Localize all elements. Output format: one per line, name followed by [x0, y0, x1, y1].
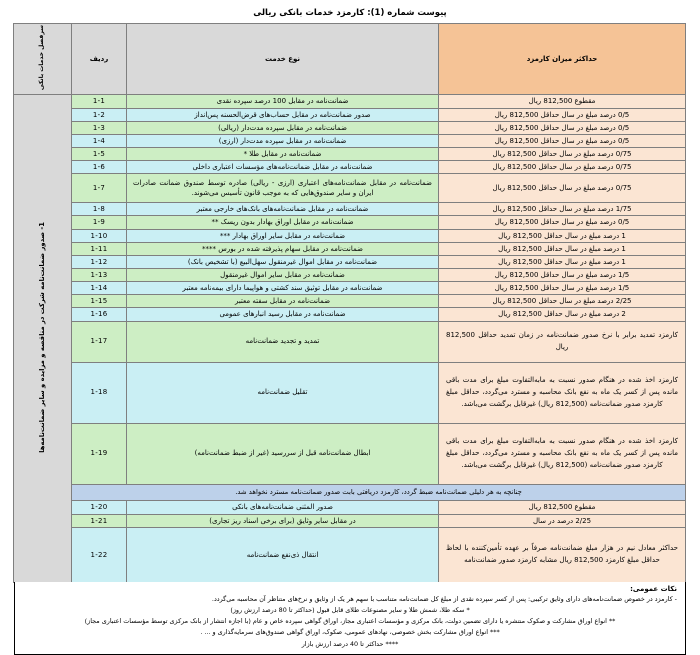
fee-cell: 0/75 درصد مبلغ در سال حداقل 812,500 ریال	[439, 174, 686, 203]
table-row	[14, 282, 686, 295]
table-row	[14, 121, 686, 134]
table-row	[14, 242, 686, 255]
service-cell: صدور ضمانت‌نامه در مقابل حساب‌های قرض‌الحسنه پس‌انداز	[127, 108, 439, 121]
footnote-line: *** انواع اوراق مشارکت بخش خصوصی، نهادهای عمومی، صکوک، اوراق گواهی صندوق‌های سرمایه‌گذاری و ... .	[200, 628, 500, 637]
row-number-cell: 1-20	[72, 501, 127, 514]
table-row	[14, 95, 686, 108]
row-number-cell: 1-14	[72, 282, 127, 295]
service-cell: ضمانت‌نامه در مقابل ضمانت‌نامه‌های مؤسسات اعتباری داخلی	[127, 161, 439, 174]
fee-cell: 2 درصد مبلغ در سال حداقل 812,500 ریال	[439, 308, 686, 321]
group-label-text: 1- صدور ضمانت‌نامه شرکت در مناقصه و مزایده و سایر ضمانت‌نامه‌ها	[37, 221, 46, 453]
footnote-line: ** انواع اوراق مشارکت و صکوک منتشره یا دارای تضمین دولت، بانک مرکزی و مؤسسات اعتباری مجاز، اوراق گواهی سپرده خاص و عام (با اجازه انتشار از بانک مرکزی توسط مؤسسات اعتباری مجاز)	[84, 617, 616, 626]
service-cell: صدور المثنی ضمانت‌نامه‌های بانکی	[127, 501, 439, 514]
table-row	[14, 148, 686, 161]
row-number-cell: 1-6	[72, 161, 127, 174]
fee-cell: 0/5 درصد مبلغ در سال حداقل 812,500 ریال	[439, 121, 686, 134]
footnote-line: **** حداکثر تا 40 درصد ارزش بازار	[301, 639, 399, 648]
table-row	[14, 501, 686, 514]
row-number-cell: 1-2	[72, 108, 127, 121]
service-cell: ضمانت‌نامه در مقابل توثیق سند کشتی و هواپیما دارای بیمه‌نامه معتبر	[127, 282, 439, 295]
row-number-cell: 1-5	[72, 148, 127, 161]
service-cell: ضمانت‌نامه در مقابل طلا *	[127, 148, 439, 161]
row-number-cell: 1-19	[72, 423, 127, 484]
service-cell: تمدید و تجدید ضمانت‌نامه	[127, 321, 439, 362]
row-number-cell: 1-4	[72, 134, 127, 147]
row-number-cell: 1-11	[72, 242, 127, 255]
fee-cell: 0/75 درصد مبلغ در سال حداقل 812,500 ریال	[439, 161, 686, 174]
row-number-cell: 1-9	[72, 216, 127, 229]
row-number-cell: 1-22	[72, 527, 127, 582]
service-cell: تقلیل ضمانت‌نامه	[127, 362, 439, 423]
fee-cell: کارمزد اخذ شده در هنگام صدور نسبت به مابه‌التفاوت مبلغ برای مدت باقی مانده پس از کسر یک ماه به نفع بانک محاسبه و مسترد می‌گردد، حداقل مبلغ کارمزد صدور ضمانت‌نامه (812,500 ریال) غیرقابل برگشت می‌باشد.	[439, 362, 686, 423]
fee-cell: 0/5 درصد مبلغ در سال حداقل 812,500 ریال	[439, 108, 686, 121]
fee-cell: 1/5 درصد مبلغ در سال حداقل 812,500 ریال	[439, 282, 686, 295]
row-number-cell: 1-1	[72, 95, 127, 108]
row-number-cell: 1-7	[72, 174, 127, 203]
group-label-cell	[14, 95, 72, 582]
footnotes-list	[23, 594, 677, 650]
service-cell: ضمانت‌نامه در مقابل ضمانت‌نامه‌های اعتباری (ارزی - ریالی) صادره توسط صندوق ضمانت صادرات ایران و سایر صندوق‌هایی که به موجب قانون تأسیس می‌شوند.	[127, 174, 439, 203]
service-cell: ابطال ضمانت‌نامه قبل از سررسید (غیر از ضبط ضمانت‌نامه)	[127, 423, 439, 484]
table-row	[14, 134, 686, 147]
fee-cell: 2/25 درصد مبلغ در سال حداقل 812,500 ریال	[439, 295, 686, 308]
row-number-cell: 1-15	[72, 295, 127, 308]
service-cell: در مقابل سایر وثایق (برای برخی اسناد ریز تجاری)	[127, 514, 439, 527]
fee-cell: 1/5 درصد مبلغ در سال حداقل 812,500 ریال	[439, 269, 686, 282]
row-number-cell: 1-12	[72, 255, 127, 268]
fee-cell: 1 درصد مبلغ در سال حداقل 812,500 ریال	[439, 229, 686, 242]
column-header-row-no: ردیف	[72, 24, 127, 95]
service-cell: ضمانت‌نامه در مقابل ضمانت‌نامه‌های بانک‌های خارجی معتبر	[127, 203, 439, 216]
fee-cell: 1/75 درصد مبلغ در سال حداقل 812,500 ریال	[439, 203, 686, 216]
table-row	[14, 161, 686, 174]
service-cell: ضمانت‌نامه در مقابل اموال غیرمنقول سهل‌البیع (با تشخیص بانک)	[127, 255, 439, 268]
table-row	[14, 108, 686, 121]
notice-text: چنانچه به هر دلیلی ضمانت‌نامه ضبط گردد، کارمزد دریافتی بابت صدور ضمانت‌نامه مسترد نخواهد شد.	[72, 484, 686, 501]
service-cell: ضمانت‌نامه در مقابل 100 درصد سپرده نقدی	[127, 95, 439, 108]
table-row	[14, 362, 686, 423]
footnotes-title: نکات عمومی:	[630, 584, 677, 593]
page-title: پیوست شماره (1): کارمزد خدمات بانکی ریالی	[253, 8, 447, 18]
table-row	[14, 216, 686, 229]
table-row	[14, 527, 686, 582]
table-row	[14, 269, 686, 282]
table-row	[14, 295, 686, 308]
row-number-cell: 1-8	[72, 203, 127, 216]
table-row	[14, 321, 686, 362]
service-cell: ضمانت‌نامه در مقابل اوراق بهادار بدون ریسک **	[127, 216, 439, 229]
column-header-fee: حداکثر میزان کارمزد	[439, 24, 686, 95]
fee-cell: مقطوع 812,500 ریال	[439, 95, 686, 108]
footnote-line: - کارمزد در خصوص ضمانت‌نامه‌های دارای وثایق ترکیبی: پس از کسر سپرده نقدی از مبلغ کل ضمانت‌نامه متناسب با سهم هر یک از وثایق و نرخ‌های متناظر آن محاسبه می‌گردد.	[211, 594, 677, 603]
row-number-cell: 1-18	[72, 362, 127, 423]
table-row	[14, 308, 686, 321]
service-cell: ضمانت‌نامه در مقابل سایر اوراق بهادار ***	[127, 229, 439, 242]
row-number-cell: 1-17	[72, 321, 127, 362]
service-cell: ضمانت‌نامه در مقابل سپرده مدت‌دار (ریالی)	[127, 121, 439, 134]
fee-cell: 1 درصد مبلغ در سال حداقل 812,500 ریال	[439, 242, 686, 255]
fee-cell: مقطوع 812,500 ریال	[439, 501, 686, 514]
row-number-cell: 1-13	[72, 269, 127, 282]
service-cell: ضمانت‌نامه در مقابل سایر اموال غیرمنقول	[127, 269, 439, 282]
table-row	[14, 255, 686, 268]
table-row	[14, 423, 686, 484]
table-body	[14, 95, 686, 582]
service-cell: ضمانت‌نامه در مقابل سهام پذیرفته شده در بورس ****	[127, 242, 439, 255]
table-row	[14, 174, 686, 203]
fee-cell: 0/5 درصد مبلغ در سال حداقل 812,500 ریال	[439, 134, 686, 147]
fee-cell: حداکثر معادل نیم در هزار مبلغ ضمانت‌نامه صرفاً بر عهده تأمین‌کننده با لحاظ حداقل مبلغ کارمزد 812,500 ریال مشابه کارمزد صدور ضمانت‌نامه	[439, 527, 686, 582]
service-cell: ضمانت‌نامه در مقابل رسید انبارهای عمومی	[127, 308, 439, 321]
service-cell: ضمانت‌نامه در مقابل سفته معتبر	[127, 295, 439, 308]
row-number-cell: 1-21	[72, 514, 127, 527]
column-header-service: نوع خدمت	[127, 24, 439, 95]
table-row	[14, 229, 686, 242]
column-header-group	[14, 24, 72, 95]
row-number-cell: 1-3	[72, 121, 127, 134]
footnotes-section	[14, 582, 686, 655]
fee-cell: کارمزد تمدید برابر با نرخ صدور ضمانت‌نامه در زمان تمدید حداقل 812,500 ریال	[439, 321, 686, 362]
fee-cell: 1 درصد مبلغ در سال حداقل 812,500 ریال	[439, 255, 686, 268]
notice-row	[14, 484, 686, 501]
row-number-cell: 1-16	[72, 308, 127, 321]
column-header-group-label: سرفصل خدمات بانکی	[38, 25, 46, 91]
footnote-line: * سکه طلا، شمش طلا و سایر مصنوعات طلای قابل قبول (حداکثر تا 80 درصد ارزش روز)	[230, 605, 470, 614]
table-row	[14, 203, 686, 216]
table-row	[14, 514, 686, 527]
table-header	[14, 24, 686, 95]
service-cell: انتقال ذی‌نفع ضمانت‌نامه	[127, 527, 439, 582]
fee-cell: 0/75 درصد مبلغ در سال حداقل 812,500 ریال	[439, 148, 686, 161]
row-number-cell: 1-10	[72, 229, 127, 242]
fee-cell: 0/5 درصد مبلغ در سال حداقل 812,500 ریال	[439, 216, 686, 229]
fee-table	[13, 23, 686, 583]
service-cell: ضمانت‌نامه در مقابل سپرده مدت‌دار (ارزی)	[127, 134, 439, 147]
fee-cell: کارمزد اخذ شده در هنگام صدور نسبت به مابه‌التفاوت مبلغ برای مدت باقی مانده پس از کسر یک ماه به نفع بانک محاسبه و مسترد می‌گردد، حداقل مبلغ کارمزد صدور ضمانت‌نامه (812,500 ریال) غیرقابل برگشت می‌باشد.	[439, 423, 686, 484]
fee-cell: 2/25 درصد در سال	[439, 514, 686, 527]
